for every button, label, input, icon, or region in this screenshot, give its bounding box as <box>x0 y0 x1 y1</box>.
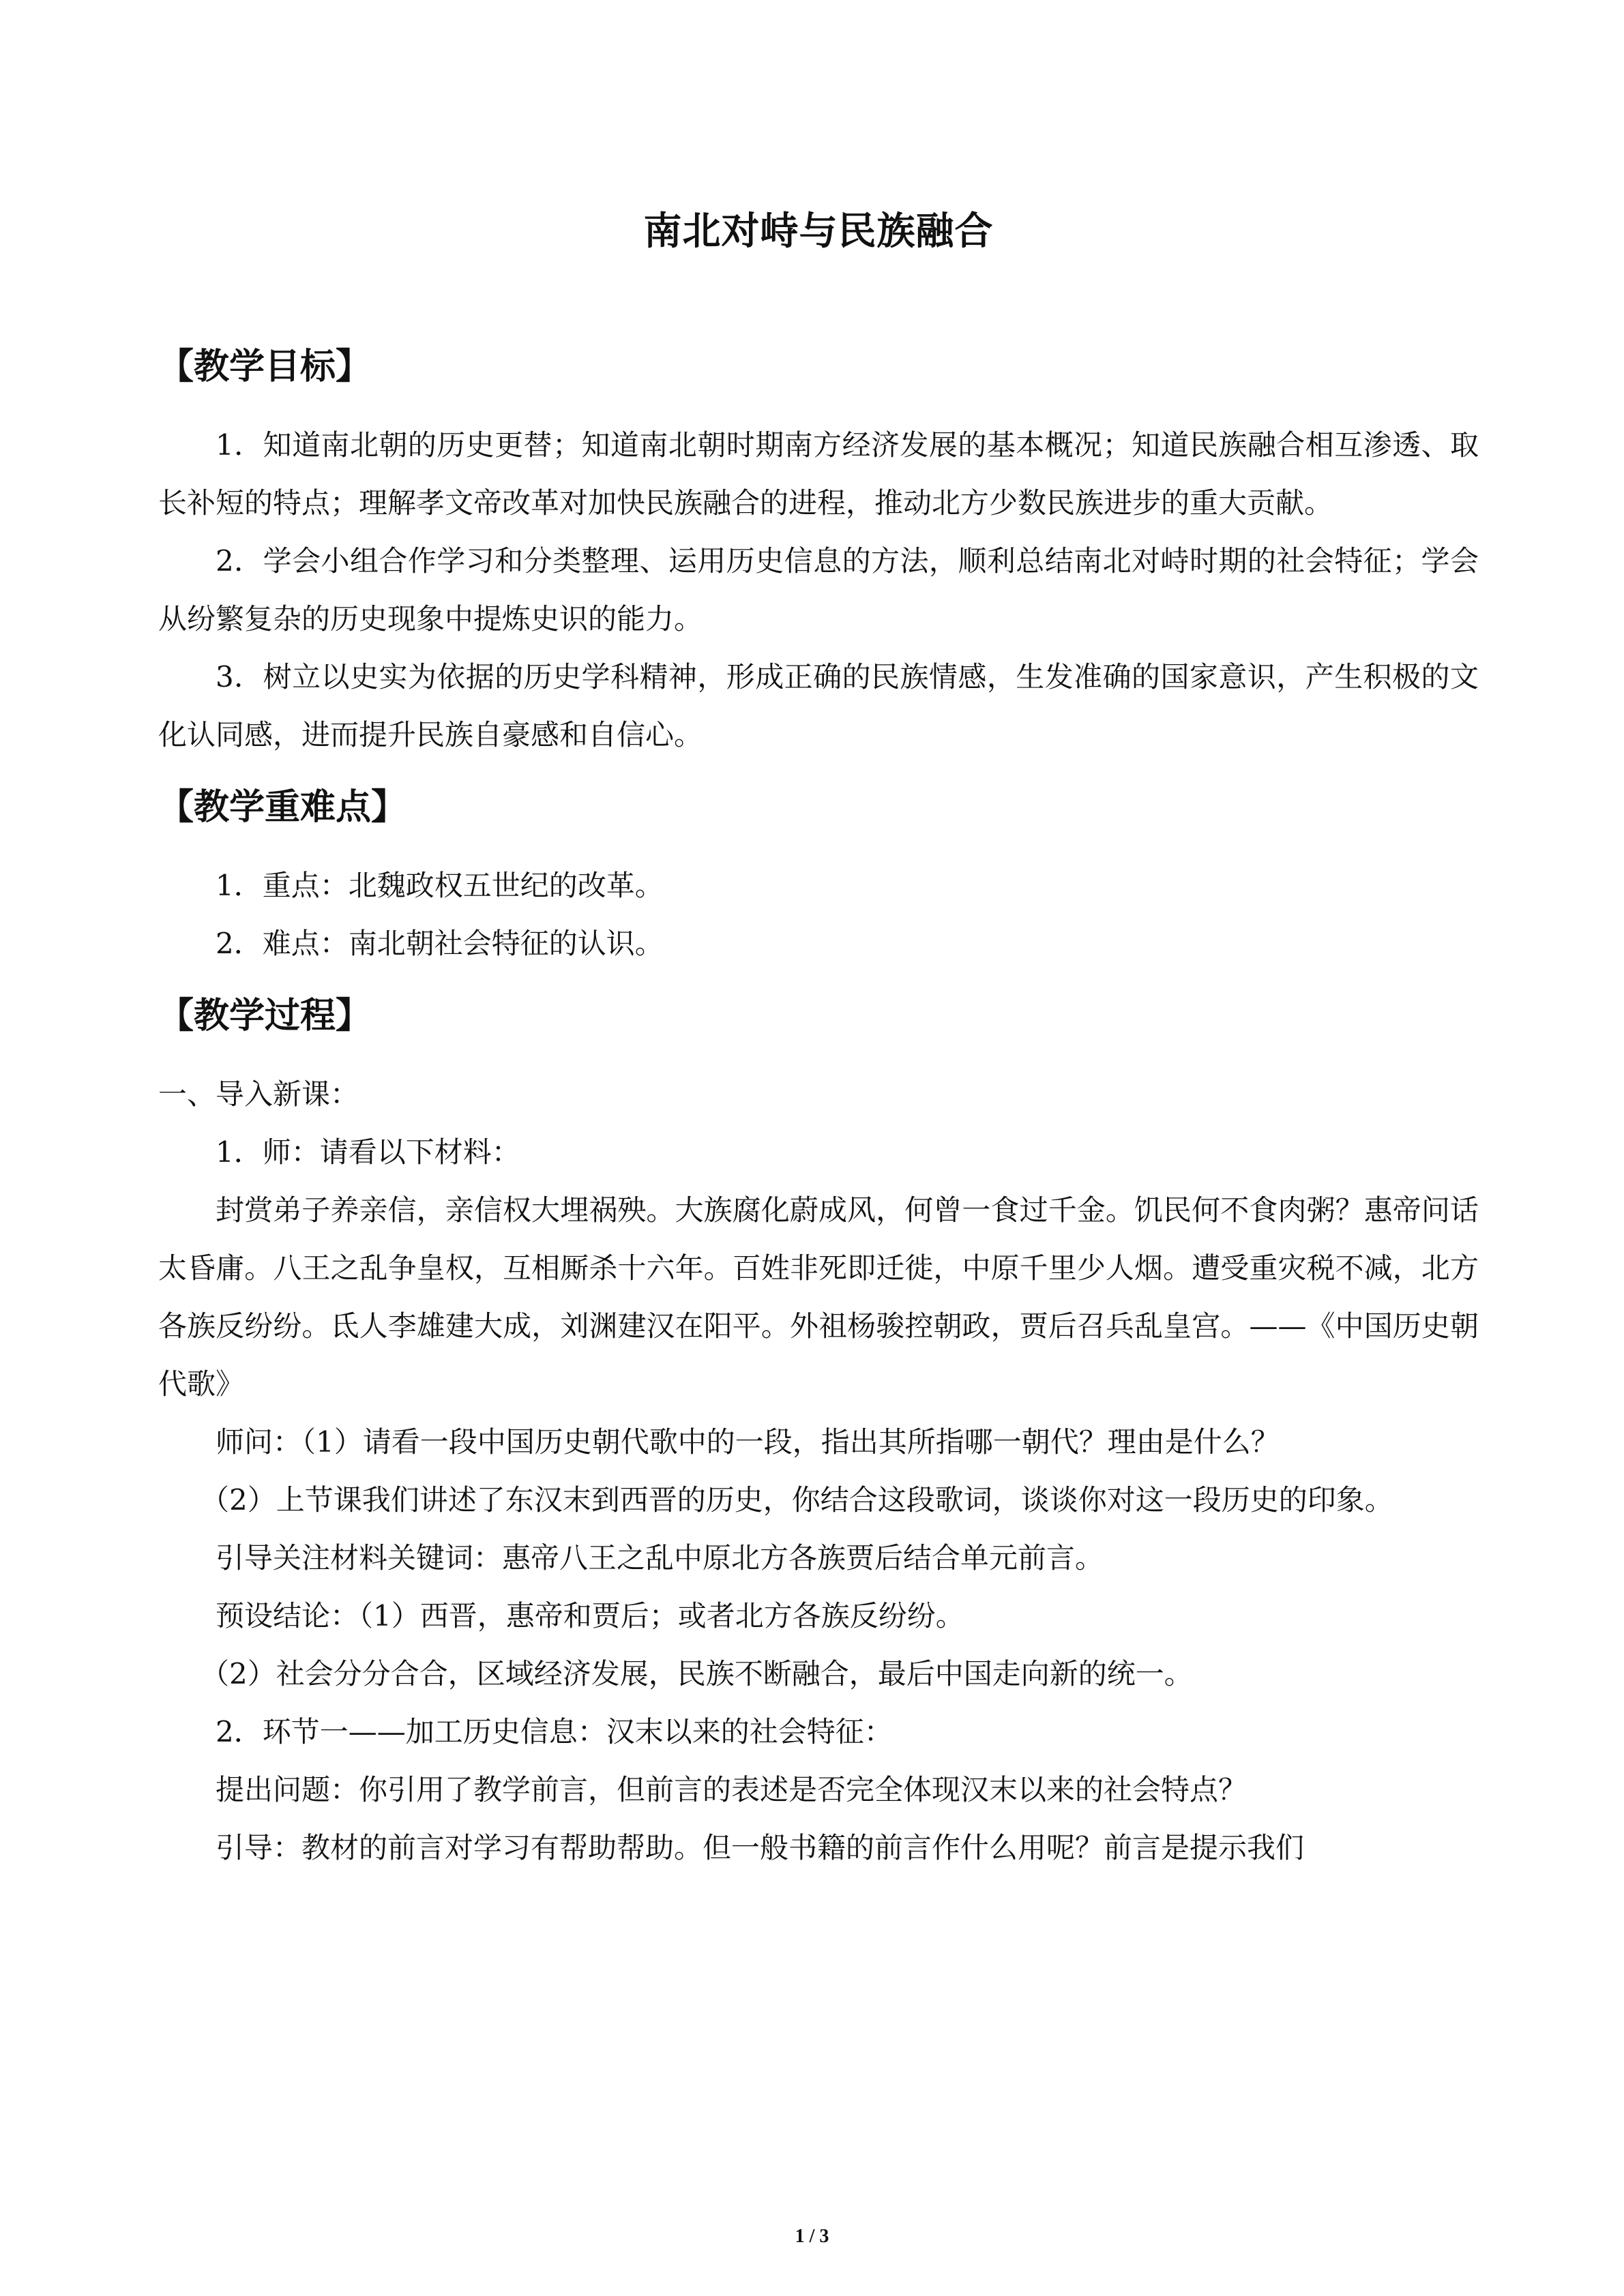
section-heading-goals: 【教学目标】 <box>158 346 372 387</box>
process-paragraph-1: 一、导入新课： <box>158 1077 359 1111</box>
process-paragraph-5: （2）上节课我们讲述了东汉末到西晋的历史，你结合这段歌词，谈谈你对这一段历史的印象。 <box>201 1483 1393 1517</box>
key-point-paragraph-2: 2．难点：南北朝社会特征的认识。 <box>216 927 664 960</box>
section-spacer <box>158 764 1479 783</box>
process-paragraph-2: 1．师：请看以下材料： <box>216 1135 520 1169</box>
section-spacer <box>158 972 1479 992</box>
section-heading-key-points: 【教学重难点】 <box>158 787 407 828</box>
process-paragraph-7: 预设结论：（1）西晋，惠帝和贾后；或者北方各族反纷纷。 <box>216 1599 964 1632</box>
document-body <box>158 205 1479 1877</box>
process-paragraph-4: 师问：（1）请看一段中国历史朝代歌中的一段，指出其所指哪一朝代？理由是什么？ <box>216 1425 1280 1459</box>
process-paragraph-11: 引导：教材的前言对学习有帮助帮助。但一般书籍的前言作什么用呢？前言是提示我们 <box>216 1831 1305 1864</box>
process-paragraph-3: 封赏弟子养亲信，亲信权大埋祸殃。大族腐化蔚成风，何曾一食过千金。饥民何不食肉粥？惠帝问话太昏庸。八王之乱争皇权，互相厮杀十六年。百姓非死即迁徙，中原千里少人烟。遭受重灾税不减，北方各族反纷纷。氐人李雄建大成，刘渊建汉在阳平。外祖杨骏控朝政，贾后召兵乱皇宫。——《中国历史朝代歌》 <box>158 1193 1479 1401</box>
goal-paragraph-1: 1．知道南北朝的历史更替；知道南北朝时期南方经济发展的基本概况；知道民族融合相互渗透、取长补短的特点；理解孝文帝改革对加快民族融合的进程，推动北方少数民族进步的重大贡献。 <box>158 428 1479 520</box>
key-point-paragraph-1: 1．重点：北魏政权五世纪的改革。 <box>216 869 664 902</box>
process-paragraph-9: 2．环节一——加工历史信息：汉末以来的社会特征： <box>216 1715 893 1748</box>
page-number: 1 / 3 <box>795 2226 829 2247</box>
goal-paragraph-2: 2．学会小组合作学习和分类整理、运用历史信息的方法，顺利总结南北对峙时期的社会特征；学会从纷繁复杂的历史现象中提炼史识的能力。 <box>158 544 1479 636</box>
process-paragraph-6: 引导关注材料关键词：惠帝八王之乱中原北方各族贾后结合单元前言。 <box>216 1541 1104 1575</box>
process-paragraph-8: （2）社会分分合合，区域经济发展，民族不断融合，最后中国走向新的统一。 <box>201 1657 1193 1690</box>
document-title: 南北对峙与民族融合 <box>643 209 994 254</box>
process-paragraph-10: 提出问题：你引用了教学前言，但前言的表述是否完全体现汉末以来的社会特点？ <box>216 1773 1247 1806</box>
section-heading-process: 【教学过程】 <box>158 996 372 1037</box>
goal-paragraph-3: 3．树立以史实为依据的历史学科精神，形成正确的民族情感，生发准确的国家意识，产生积极的文化认同感，进而提升民族自豪感和自信心。 <box>158 660 1479 751</box>
